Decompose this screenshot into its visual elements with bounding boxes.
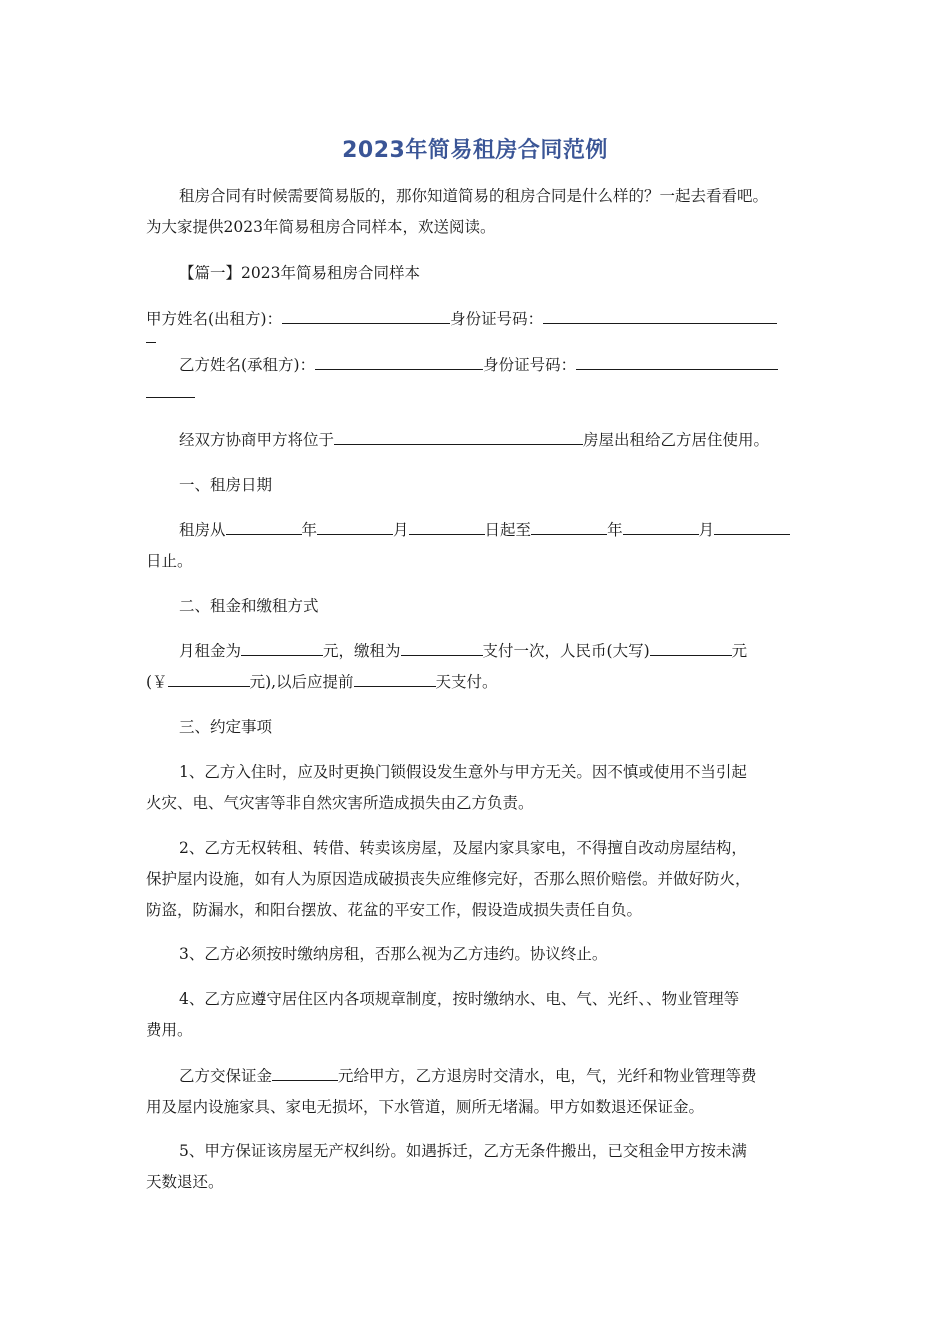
section-heading: 【篇一】2023年简易租房合同样本	[179, 264, 420, 282]
deposit-line-2: 用及屋内设施家具、家电无损坏，下水管道，厕所无堵漏。甲方如数退还保证金。	[146, 1098, 705, 1116]
party-b-line	[179, 355, 778, 375]
party-b-id-blank[interactable]	[576, 355, 778, 370]
uppercase-amount-blank[interactable]	[650, 641, 732, 656]
heading-rent-payment: 二、租金和缴租方式	[179, 597, 319, 615]
rent-line-1	[179, 641, 747, 661]
party-b-name-label: 乙方姓名(承租方)：	[179, 356, 316, 374]
end-month-blank[interactable]	[623, 520, 699, 535]
heading-rental-period: 一、租房日期	[179, 476, 273, 494]
item-2-line-3: 防盗，防漏水，和阳台摆放、花盆的平安工作，假设造成损失责任自负。	[146, 901, 643, 919]
deposit-prefix: 乙方交保证金	[179, 1067, 273, 1085]
party-b-id-blank-overflow[interactable]	[146, 383, 195, 398]
rent-line-2	[146, 672, 498, 692]
rent-days-label: 天支付。	[435, 673, 498, 691]
dates-month-2: 月	[698, 521, 715, 539]
party-a-id-label: 身份证号码：	[450, 310, 544, 328]
start-year-blank[interactable]	[226, 520, 302, 535]
rent-yuan-label: 元	[731, 642, 748, 660]
item-4-line-1: 4、乙方应遵守居住区内各项规章制度，按时缴纳水、电、气、光纤、、物业管理等	[179, 990, 740, 1008]
start-day-blank[interactable]	[409, 520, 485, 535]
dates-line	[179, 520, 790, 540]
advance-days-blank[interactable]	[354, 672, 436, 687]
dates-year: 年	[301, 521, 318, 539]
intro-line-2: 为大家提供2023年简易租房合同样本，欢送阅读。	[146, 218, 496, 236]
party-a-line	[146, 309, 777, 329]
dates-day-to: 日起至	[484, 521, 532, 539]
item-4-line-2: 费用。	[146, 1021, 193, 1039]
dates-year-2: 年	[607, 521, 623, 539]
end-day-blank[interactable]	[714, 520, 790, 535]
party-b-id-label: 身份证号码：	[483, 356, 577, 374]
dates-month: 月	[393, 521, 409, 539]
deposit-line-1-rest: 元给甲方，乙方退房时交清水，电，气，光纤和物业管理等费	[338, 1067, 757, 1085]
location-line	[179, 430, 769, 450]
item-1-line-2: 火灾、电、气灾害等非自然灾害所造成损失由乙方负责。	[146, 794, 534, 812]
party-a-id-overflow	[146, 328, 156, 348]
heading-agreed-matters: 三、约定事项	[179, 718, 273, 736]
party-b-name-blank[interactable]	[315, 355, 483, 370]
item-5-line-2: 天数退还。	[146, 1173, 224, 1191]
party-a-id-blank-overflow[interactable]	[146, 328, 156, 343]
document-title: 2023年简易租房合同范例	[342, 138, 608, 163]
item-2-line-1: 2、乙方无权转租、转借、转卖该房屋，及屋内家具家电，不得擅自改动房屋结构，	[179, 839, 747, 857]
deposit-line-1	[179, 1066, 757, 1086]
rent-yen-open: (￥	[146, 673, 168, 691]
deposit-amount-blank[interactable]	[272, 1066, 338, 1081]
party-a-id-blank[interactable]	[543, 309, 777, 324]
monthly-rent-blank[interactable]	[241, 641, 323, 656]
party-a-name-label: 甲方姓名(出租方)：	[146, 310, 283, 328]
item-1-line-1: 1、乙方入住时，应及时更换门锁假设发生意外与甲方无关。因不慎或使用不当引起	[179, 763, 747, 781]
item-2-line-2: 保护屋内设施，如有人为原因造成破损丧失应维修完好，否那么照价赔偿。并做好防火，	[146, 870, 751, 888]
rent-uppercase-label: 支付一次，人民币(大写)	[482, 642, 650, 660]
location-prefix: 经双方协商甲方将位于	[179, 431, 335, 449]
payment-period-blank[interactable]	[401, 641, 483, 656]
item-3: 3、乙方必须按时缴纳房租，否那么视为乙方违约。协议终止。	[179, 945, 608, 963]
location-suffix: 房屋出租给乙方居住使用。	[583, 431, 770, 449]
rent-advance-label: 元),以后应提前	[249, 673, 354, 691]
location-blank[interactable]	[334, 430, 583, 445]
rent-monthly-label: 月租金为	[179, 642, 242, 660]
party-b-id-overflow	[146, 383, 195, 403]
item-5-line-1: 5、甲方保证该房屋无产权纠纷。如遇拆迁，乙方无条件搬出，已交租金甲方按未满	[179, 1142, 747, 1160]
end-year-blank[interactable]	[531, 520, 607, 535]
rent-payment-label: 元，缴租为	[323, 642, 401, 660]
numeric-amount-blank[interactable]	[168, 672, 250, 687]
dates-from: 租房从	[179, 521, 226, 539]
party-a-name-blank[interactable]	[282, 309, 450, 324]
dates-end: 日止。	[146, 552, 193, 570]
start-month-blank[interactable]	[317, 520, 393, 535]
intro-line-1: 租房合同有时候需要简易版的，那你知道简易的租房合同是什么样的？一起去看看吧。	[179, 187, 769, 205]
